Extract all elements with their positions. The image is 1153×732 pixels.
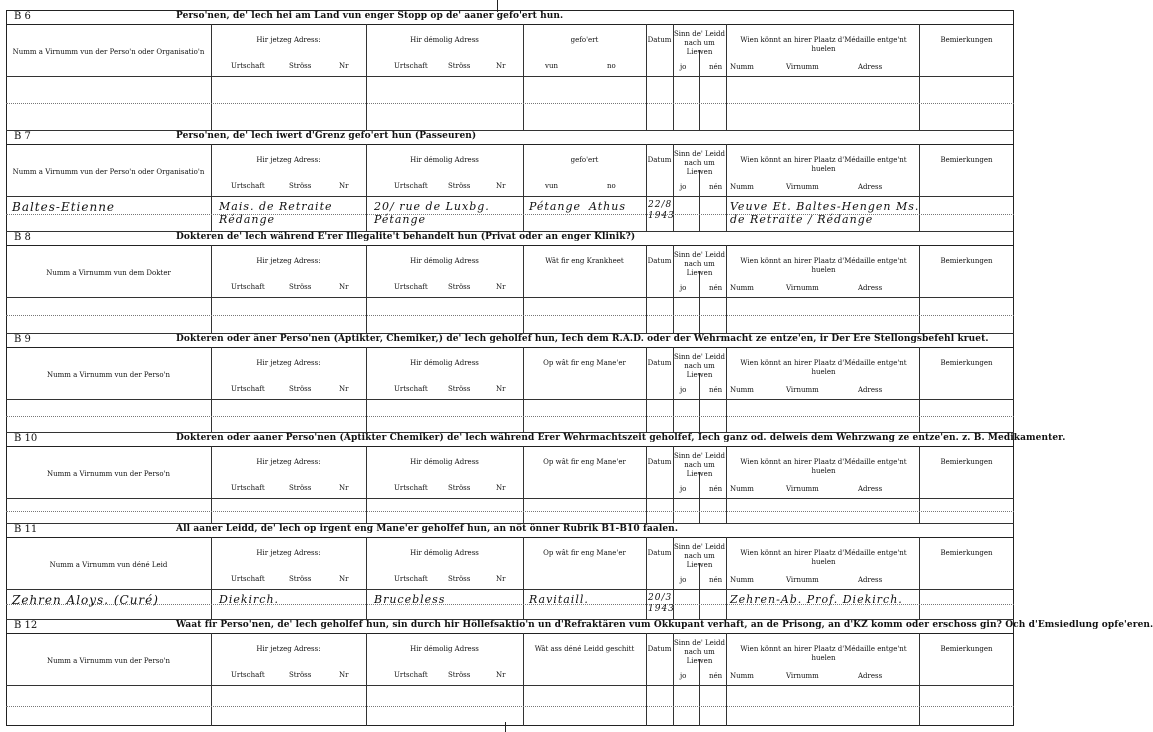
town-label: Urtschaft	[394, 385, 428, 393]
former-address-label: Hir démolig Adress	[410, 156, 479, 164]
entry-former-address: 20/ rue de Luxbg. Pétange	[374, 200, 490, 226]
medal-addr-label: Adress	[858, 183, 883, 191]
entry-date: 20/3 1943	[648, 593, 675, 614]
to-label: no	[607, 182, 616, 190]
nr-label: Nr	[339, 182, 349, 190]
column-rule	[699, 50, 700, 130]
present-address-label: Hir jetzeg Adress:	[256, 359, 321, 367]
col-name-label: Numm a Virnumm vun der Perso'n oder Organisatio'n	[12, 168, 205, 176]
alive-label: Sinn de' Leidd nach um Liewen	[673, 30, 726, 56]
nr-label: Nr	[339, 484, 349, 492]
yes-label: jo	[680, 576, 687, 584]
street-label: Ströss	[289, 283, 312, 291]
remarks-label: Bemierkungen	[940, 549, 993, 557]
section-title: Dokteren de' lech während E'rer Illegalite't behandelt hun (Privat oder an enger Klinik?)	[176, 232, 636, 242]
medal-addr-label: Adress	[858, 576, 883, 584]
former-address-label: Hir démolig Adress	[410, 36, 479, 44]
to-label: no	[607, 62, 616, 70]
yes-label: jo	[680, 183, 687, 191]
town-label: Urtschaft	[231, 484, 265, 492]
header-rule	[6, 498, 1014, 499]
town-label: Urtschaft	[231, 182, 265, 190]
medal-name-label: Numm	[730, 386, 754, 394]
col4-label: gefo'ert	[570, 36, 599, 44]
nr-label: Nr	[339, 575, 349, 583]
date-label: Datum	[647, 156, 672, 164]
column-rule	[726, 537, 727, 619]
section-code: B 7	[14, 131, 31, 142]
medal-first-label: Virnumm	[786, 386, 819, 394]
medal-first-label: Virnumm	[786, 183, 819, 191]
date-label: Datum	[647, 458, 672, 466]
medal-name-label: Numm	[730, 284, 754, 292]
no-label: nén	[709, 386, 723, 394]
alive-label: Sinn de' Leidd nach um Liewen	[673, 452, 726, 478]
medal-name-label: Numm	[730, 672, 754, 680]
alive-label: Sinn de' Leidd nach um Liewen	[673, 150, 726, 176]
street-label: Ströss	[448, 62, 471, 70]
column-rule	[726, 245, 727, 333]
medal-label: Wien könnt an hirer Plaatz d'Médaille entge'nt huelen	[740, 156, 907, 173]
section-header	[6, 432, 1066, 447]
present-address-label: Hir jetzeg Adress:	[256, 257, 321, 265]
town-label: Urtschaft	[394, 182, 428, 190]
column-rule	[726, 144, 727, 231]
medal-label: Wien könnt an hirer Plaatz d'Médaille entge'nt huelen	[740, 359, 907, 376]
entry-medal: Veuve Et. Baltes-Hengen Ms. de Retraite / Rédange	[730, 200, 920, 226]
section-b11	[6, 523, 1014, 619]
section-divider	[6, 231, 1014, 232]
present-address-label: Hir jetzeg Adress:	[256, 549, 321, 557]
nr-label: Nr	[496, 62, 506, 70]
medal-label: Wien könnt an hirer Plaatz d'Médaille entge'nt huelen	[740, 549, 907, 566]
section-code: B 9	[14, 334, 31, 345]
date-label: Datum	[647, 257, 672, 265]
column-rule	[699, 271, 700, 333]
column-rule	[726, 24, 727, 130]
yes-label: jo	[680, 284, 687, 292]
medal-name-label: Numm	[730, 576, 754, 584]
header-rule	[6, 76, 1014, 77]
medal-name-label: Numm	[730, 183, 754, 191]
medal-first-label: Virnumm	[786, 284, 819, 292]
section-code: B 10	[14, 433, 38, 444]
section-title: Perso'nen, de' lech hei am Land vun enger Stopp op de' aaner gefo'ert hun.	[176, 11, 564, 21]
former-address-label: Hir démolig Adress	[410, 645, 479, 653]
nr-label: Nr	[496, 182, 506, 190]
street-label: Ströss	[448, 385, 471, 393]
former-address-label: Hir démolig Adress	[410, 359, 479, 367]
street-label: Ströss	[289, 182, 312, 190]
section-b7	[6, 130, 1014, 231]
town-label: Urtschaft	[394, 62, 428, 70]
section-title: Dokteren oder aaner Perso'nen (Aptikter Chemiker) de' lech während Erer Wehrmachtszeit geholfef, Iech ganz od. delweis dem Wehrzwang ze entze'en. z. B. Medikamenter.	[176, 433, 1066, 443]
row-divider	[6, 315, 1014, 316]
street-label: Ströss	[289, 484, 312, 492]
no-label: nén	[709, 576, 723, 584]
yes-label: jo	[680, 63, 687, 71]
nr-label: Nr	[496, 283, 506, 291]
remarks-label: Bemierkungen	[940, 36, 993, 44]
nr-label: Nr	[496, 575, 506, 583]
section-divider	[6, 130, 1014, 131]
date-label: Datum	[647, 36, 672, 44]
medal-addr-label: Adress	[858, 672, 883, 680]
entry-to: Athus	[589, 200, 626, 213]
section-b10	[6, 432, 1066, 523]
section-b12	[6, 619, 1153, 726]
header-rule	[6, 589, 1014, 590]
row-divider	[6, 706, 1014, 707]
column-rule	[699, 563, 700, 619]
row-divider	[6, 103, 1014, 104]
section-divider	[6, 523, 1014, 524]
date-label: Datum	[647, 549, 672, 557]
town-label: Urtschaft	[394, 671, 428, 679]
medal-label: Wien könnt an hirer Plaatz d'Médaille entge'nt huelen	[740, 645, 907, 662]
nr-label: Nr	[496, 671, 506, 679]
col-name-label: Numm a Virnumm vun der Perso'n	[46, 470, 171, 478]
col4-label: Wât ass déné Leidd geschitt	[534, 645, 635, 653]
alive-label: Sinn de' Leidd nach um Liewen	[673, 251, 726, 277]
col4-label: Wât fir eng Krankheet	[545, 257, 624, 265]
no-label: nén	[709, 485, 723, 493]
no-label: nén	[709, 284, 723, 292]
medal-first-label: Virnumm	[786, 63, 819, 71]
present-address-label: Hir jetzeg Adress:	[256, 156, 321, 164]
medal-addr-label: Adress	[858, 284, 883, 292]
section-code: B 8	[14, 232, 31, 243]
street-label: Ströss	[448, 182, 471, 190]
street-label: Ströss	[448, 671, 471, 679]
column-rule	[699, 170, 700, 231]
entry-name: Baltes-Etienne	[12, 200, 116, 214]
col-name-label: Numm a Virnumm vun der Perso'n	[46, 371, 171, 379]
section-header	[6, 130, 1014, 145]
section-header	[6, 231, 1014, 246]
section-title: Waat fir Perso'nen, de' lech geholfef hun, sin durch hir Höllefsaktio'n un d'Refraktären vum Okkupant verhaft, an de Prisong, an d'KZ komm oder erschoss gin? Och d'Emsiedlung opfe'eren.	[176, 620, 1153, 630]
section-code: B 6	[14, 11, 31, 22]
entry-medal: Zehren-Ab. Prof. Diekirch.	[730, 593, 903, 606]
medal-first-label: Virnumm	[786, 485, 819, 493]
nr-label: Nr	[496, 484, 506, 492]
section-title: Perso'nen, de' lech iwert d'Grenz gefo'ert hun (Passeuren)	[176, 131, 477, 141]
column-rule	[699, 659, 700, 726]
entry-present-address: Diekirch.	[219, 593, 280, 606]
section-divider	[6, 619, 1014, 620]
no-label: nén	[709, 63, 723, 71]
present-address-label: Hir jetzeg Adress:	[256, 458, 321, 466]
medal-label: Wien könnt an hirer Plaatz d'Médaille entge'nt huelen	[740, 257, 907, 274]
former-address-label: Hir démolig Adress	[410, 458, 479, 466]
header-rule	[6, 685, 1014, 686]
section-header	[6, 523, 1014, 538]
section-header	[6, 619, 1153, 634]
col-name-label: Numm a Virnumm vun déné Leid	[49, 561, 168, 569]
section-code: B 12	[14, 620, 38, 631]
from-label: vun	[545, 62, 558, 70]
col4-label: gefo'ert	[570, 156, 599, 164]
remarks-label: Bemierkungen	[940, 359, 993, 367]
nr-label: Nr	[339, 283, 349, 291]
entry-from: Ravitaill.	[529, 593, 589, 606]
remarks-label: Bemierkungen	[940, 458, 993, 466]
col-name-label: Numm a Virnumm vun der Perso'n	[46, 657, 171, 665]
medal-first-label: Virnumm	[786, 672, 819, 680]
town-label: Urtschaft	[231, 62, 265, 70]
yes-label: jo	[680, 485, 687, 493]
row-divider	[6, 416, 1014, 417]
medal-name-label: Numm	[730, 485, 754, 493]
section-b8	[6, 231, 1014, 333]
col-name-label: Numm a Virnumm vun der Perso'n oder Organisatio'n	[12, 48, 205, 56]
section-header	[6, 10, 1014, 25]
from-label: vun	[545, 182, 558, 190]
former-address-label: Hir démolig Adress	[410, 549, 479, 557]
col-name-label: Numm a Virnumm vun dem Dokter	[46, 269, 171, 277]
medal-label: Wien könnt an hirer Plaatz d'Médaille entge'nt huelen	[740, 36, 907, 53]
town-label: Urtschaft	[394, 575, 428, 583]
entry-from: Pétange	[529, 200, 582, 213]
street-label: Ströss	[448, 575, 471, 583]
medal-addr-label: Adress	[858, 386, 883, 394]
medal-addr-label: Adress	[858, 485, 883, 493]
town-label: Urtschaft	[231, 575, 265, 583]
column-rule	[699, 373, 700, 432]
town-label: Urtschaft	[231, 283, 265, 291]
remarks-label: Bemierkungen	[940, 257, 993, 265]
former-address-label: Hir démolig Adress	[410, 257, 479, 265]
nr-label: Nr	[339, 385, 349, 393]
section-header	[6, 333, 1014, 348]
row-divider	[6, 511, 1014, 512]
date-label: Datum	[647, 359, 672, 367]
street-label: Ströss	[448, 484, 471, 492]
section-divider	[6, 333, 1014, 334]
street-label: Ströss	[448, 283, 471, 291]
nr-label: Nr	[339, 671, 349, 679]
header-rule	[6, 399, 1014, 400]
col4-label: Op wât fir eng Mane'er	[543, 549, 626, 557]
entry-name: Zehren Aloys. (Curé)	[12, 593, 159, 607]
town-label: Urtschaft	[394, 283, 428, 291]
entry-present-address: Mais. de Retraite Rédange	[219, 200, 333, 226]
town-label: Urtschaft	[231, 385, 265, 393]
section-b6	[6, 10, 1014, 130]
street-label: Ströss	[289, 385, 312, 393]
present-address-label: Hir jetzeg Adress:	[256, 645, 321, 653]
no-label: nén	[709, 672, 723, 680]
nr-label: Nr	[496, 385, 506, 393]
street-label: Ströss	[289, 62, 312, 70]
remarks-label: Bemierkungen	[940, 156, 993, 164]
nr-label: Nr	[339, 62, 349, 70]
present-address-label: Hir jetzeg Adress:	[256, 36, 321, 44]
yes-label: jo	[680, 386, 687, 394]
section-title: All aaner Leidd, de' lech op irgent eng Mane'er geholfef hun, an nöt önner Rubrik B1-B10 faalen.	[176, 524, 679, 534]
medal-name-label: Numm	[730, 63, 754, 71]
town-label: Urtschaft	[231, 671, 265, 679]
medal-addr-label: Adress	[858, 63, 883, 71]
medal-first-label: Virnumm	[786, 576, 819, 584]
no-label: nén	[709, 183, 723, 191]
header-rule	[6, 196, 1014, 197]
header-rule	[6, 297, 1014, 298]
date-label: Datum	[647, 645, 672, 653]
column-rule	[699, 472, 700, 523]
section-code: B 11	[14, 524, 38, 535]
entry-former-address: Brucebless	[374, 593, 446, 606]
street-label: Ströss	[289, 575, 312, 583]
street-label: Ströss	[289, 671, 312, 679]
remarks-label: Bemierkungen	[940, 645, 993, 653]
section-divider	[6, 432, 1014, 433]
alive-label: Sinn de' Leidd nach um Liewen	[673, 639, 726, 665]
section-b9	[6, 333, 1014, 432]
yes-label: jo	[680, 672, 687, 680]
alive-label: Sinn de' Leidd nach um Liewen	[673, 353, 726, 379]
column-rule	[726, 633, 727, 726]
col4-label: Op wât fir eng Mane'er	[543, 458, 626, 466]
entry-date: 22/8 1943	[648, 200, 675, 221]
col4-label: Op wât fir eng Mane'er	[543, 359, 626, 367]
town-label: Urtschaft	[394, 484, 428, 492]
column-rule	[726, 347, 727, 432]
medal-label: Wien könnt an hirer Plaatz d'Médaille entge'nt huelen	[740, 458, 907, 475]
section-title: Dokteren oder äner Perso'nen (Aptikter, Chemiker,) de' lech geholfef hun, Iech dem R.A.D. oder der Wehrmacht ze entze'en, ir Der Ere Stellongsbefehl kruet.	[176, 334, 989, 344]
alive-label: Sinn de' Leidd nach um Liewen	[673, 543, 726, 569]
